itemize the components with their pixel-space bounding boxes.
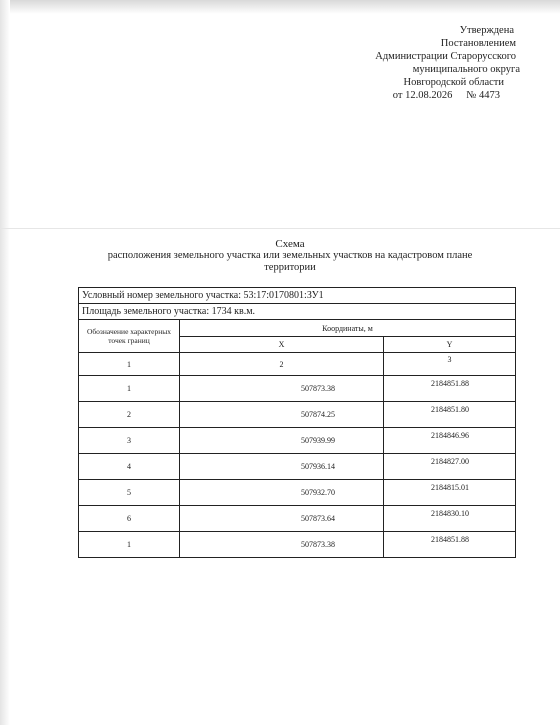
point-id: 1 [79,376,180,402]
coord-x: 507932.70 [180,480,384,506]
area-row [79,304,516,320]
parcel-number-row [79,288,516,304]
point-id: 3 [79,428,180,454]
column-number-row [79,353,516,376]
table-row [79,506,516,532]
column-number: 3 [384,353,516,376]
header-y: Y [384,337,516,353]
coord-y: 2184851.80 [384,402,516,428]
approval-date: от 12.08.2026 [392,90,453,101]
approval-line: Утверждена [459,25,514,36]
point-id: 2 [79,402,180,428]
coord-x: 507873.64 [180,506,384,532]
approval-line: муниципального округа [412,64,520,75]
point-id: 4 [79,454,180,480]
title-heading: Схема [275,238,305,250]
column-number: 1 [79,353,180,376]
coord-x: 507873.38 [180,376,384,402]
coord-y: 2184851.88 [384,376,516,402]
header-row [79,320,516,337]
table-row [79,480,516,506]
header-x: X [180,337,384,353]
approval-block [360,24,530,102]
table-row [79,428,516,454]
approval-line: Постановлением [440,38,516,49]
table-row [79,402,516,428]
table-row [79,454,516,480]
coord-y: 2184827.00 [384,454,516,480]
table-row [79,376,516,402]
parcel-area: Площадь земельного участка: 1734 кв.м. [79,304,516,320]
approval-line: Администрации Старорусского [375,51,516,62]
point-id: 5 [79,480,180,506]
coord-y: 2184846.96 [384,428,516,454]
scan-edge-top [0,0,560,14]
approval-line: Новгородской области [403,77,504,88]
scan-edge-left [0,0,10,725]
coord-x: 507873.38 [180,532,384,558]
document-title [100,238,480,274]
parcel-number: Условный номер земельного участка: 53:17:0170801:ЗУ1 [79,288,516,304]
approval-number: № 4473 [466,90,500,101]
coord-y: 2184815.01 [384,480,516,506]
title-line: расположения земельного участка или земельных участков на кадастровом плане [107,250,473,261]
coord-y: 2184851.88 [384,532,516,558]
coord-x: 507936.14 [180,454,384,480]
header-points: Обозначение характерных точек границ [79,320,180,353]
point-id: 1 [79,532,180,558]
header-coordinates: Координаты, м [180,320,516,337]
point-id: 6 [79,506,180,532]
coord-x: 507874.25 [180,402,384,428]
coord-y: 2184830.10 [384,506,516,532]
page-fold-line [0,228,560,229]
approval-date-line [360,89,530,102]
table-row [79,532,516,558]
title-line: территории [264,262,316,273]
column-number: 2 [180,353,384,376]
coordinates-table [78,287,516,558]
coord-x: 507939.99 [180,428,384,454]
